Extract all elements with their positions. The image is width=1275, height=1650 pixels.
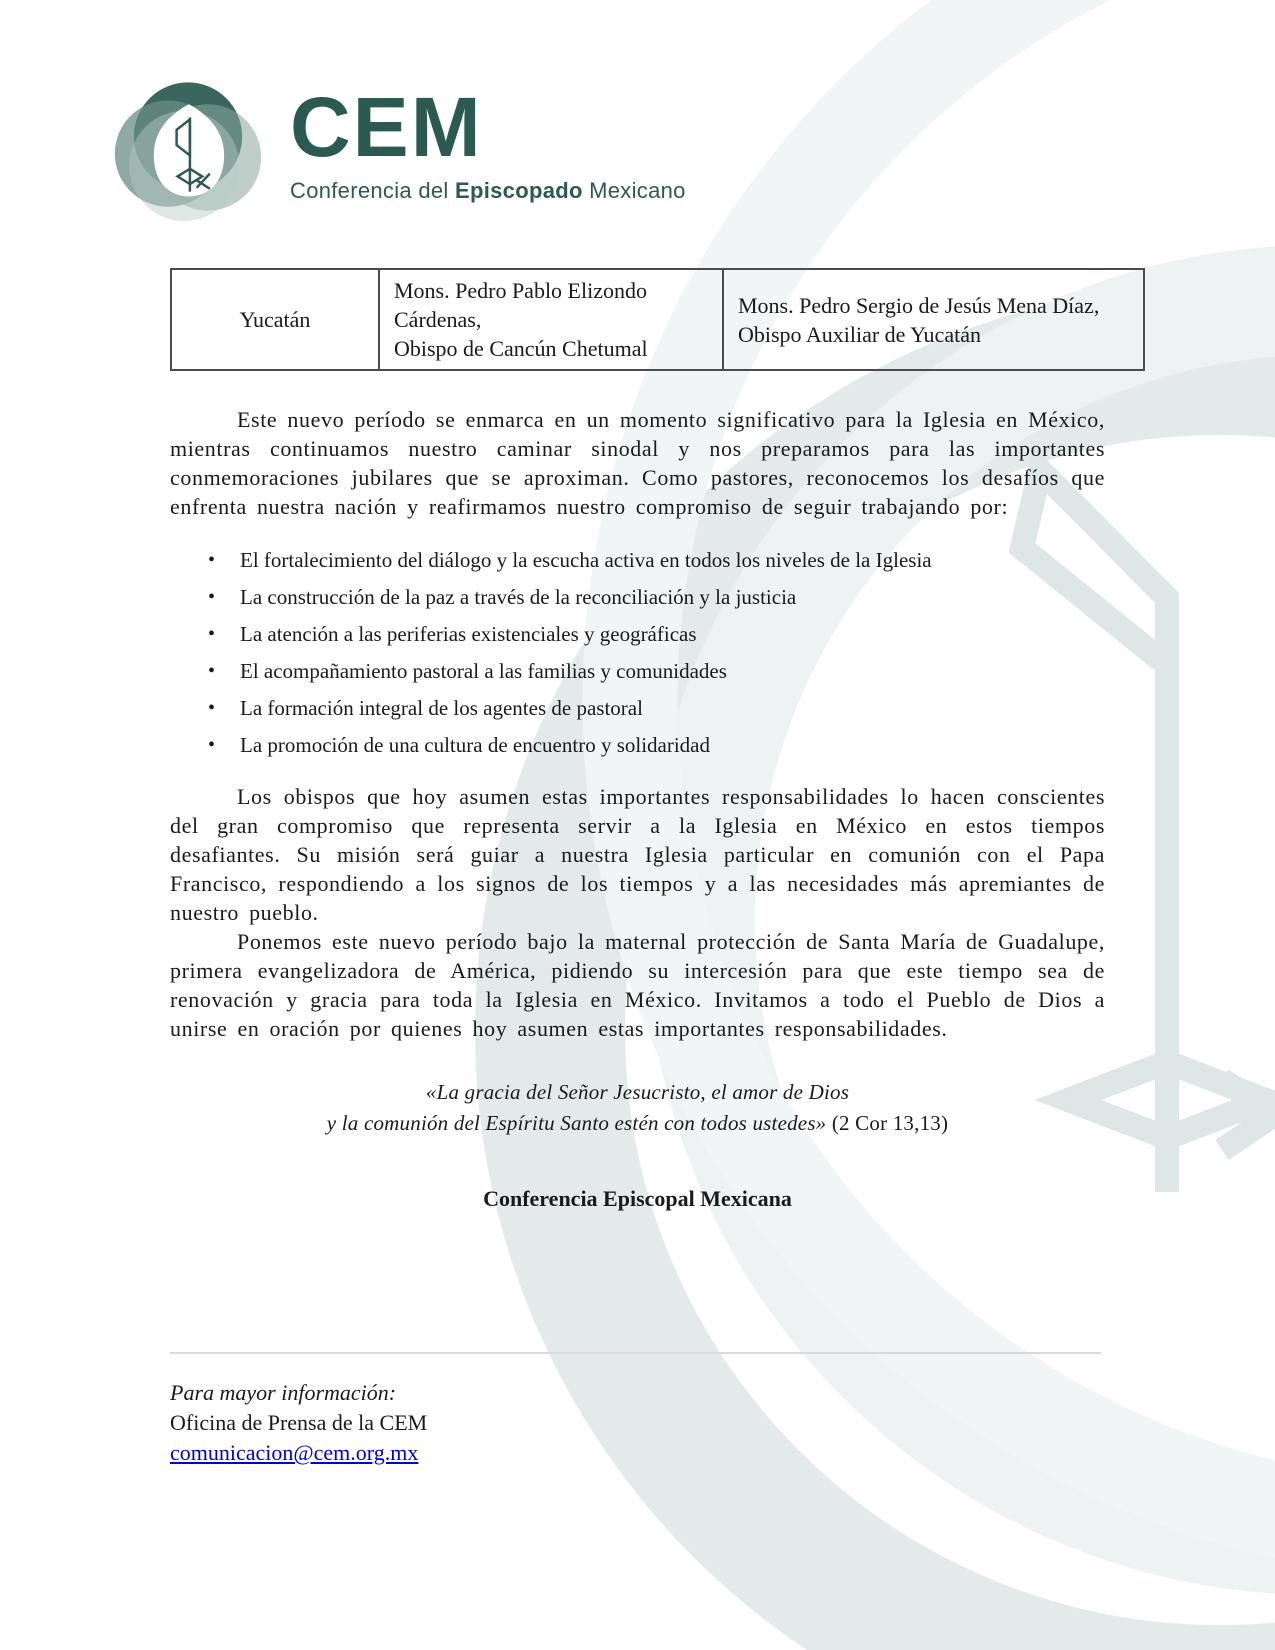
quote-line-2: y la comunión del Espíritu Santo estén con todos ustedes»	[326, 1111, 827, 1135]
paragraph-guadalupe: Ponemos este nuevo período bajo la maternal protección de Santa María de Guadalupe, primera evangelizadora de América, pidiendo su intercesión para que este tiempo sea de renovación y gracia para toda la Iglesia en México. Invitamos a todo el Pueblo de Dios a unirse en oración por quienes hoy asumen estas importantes responsabilidades.	[170, 929, 1105, 1041]
footer-info-label: Para mayor información:	[170, 1380, 397, 1405]
bishops-table	[170, 268, 1145, 371]
list-item: • La construcción de la paz a través de la reconciliación y la justicia	[170, 582, 1105, 612]
list-item: • El acompañamiento pastoral a las familias y comunidades	[170, 656, 1105, 686]
footer-office: Oficina de Prensa de la CEM	[170, 1410, 428, 1435]
bishop-1-title: Obispo de Cancún Chetumal	[394, 336, 648, 361]
footer-email-link[interactable]: comunicacion@cem.org.mx	[170, 1440, 419, 1465]
tagline-suffix: Mexicano	[582, 178, 686, 203]
list-item: • La formación integral de los agentes de pastoral	[170, 693, 1105, 723]
cem-logo-icon	[112, 70, 264, 222]
paragraph-bishops: Los obispos que hoy asumen estas importantes responsabilidades lo hacen conscientes del gran compromiso que representa servir a la Iglesia en México en estos tiempos desafiantes. Su misión será guiar a nuestra Iglesia particular en comunión con el Papa Francisco, respondiendo a los signos de los tiempos y a las necesidades más apremiantes de nuestro pueblo.	[170, 784, 1105, 925]
header	[112, 70, 686, 222]
tagline-bold: Episcopado	[455, 178, 583, 203]
list-item: • El fortalecimiento del diálogo y la escucha activa en todos los niveles de la Iglesia	[170, 545, 1105, 575]
bishop-2-title: Obispo Auxiliar de Yucatán	[738, 321, 981, 347]
cell-region: Yucatán	[171, 269, 379, 370]
tagline-prefix: Conferencia del	[290, 178, 456, 203]
document-body	[170, 268, 1105, 1214]
paragraph-intro: Este nuevo período se enmarca en un momento significativo para la Iglesia en México, mientras continuamos nuestro caminar sinodal y nos preparamos para las importantes conmemoraciones jubilares que se aproximan. Como pastores, reconocemos los desafíos que enfrenta nuestra nación y reafirmamos nuestro compromiso de seguir trabajando por:	[170, 407, 1105, 519]
signature: Conferencia Episcopal Mexicana	[483, 1186, 792, 1211]
quote-reference: (2 Cor 13,13)	[826, 1111, 949, 1135]
bishop-1-name: Mons. Pedro Pablo Elizondo Cárdenas,	[394, 278, 647, 332]
commitment-list	[170, 545, 1105, 760]
scripture-quote	[170, 1077, 1105, 1139]
footer-divider	[170, 1352, 1101, 1354]
footer	[170, 1378, 427, 1468]
list-item: • La promoción de una cultura de encuentro y solidaridad	[170, 730, 1105, 760]
bishop-2-name: Mons. Pedro Sergio de Jesús Mena Díaz,	[738, 292, 1100, 318]
logo-tagline	[290, 178, 686, 204]
logo-text	[290, 70, 686, 204]
table-row	[171, 269, 1144, 370]
logo-acronym: CEM	[290, 80, 483, 174]
quote-line-1: «La gracia del Señor Jesucristo, el amor de Dios	[425, 1080, 850, 1104]
cell-bishop-2	[723, 269, 1144, 370]
list-item: • La atención a las periferias existenciales y geográficas	[170, 619, 1105, 649]
cell-bishop-1	[379, 269, 723, 370]
